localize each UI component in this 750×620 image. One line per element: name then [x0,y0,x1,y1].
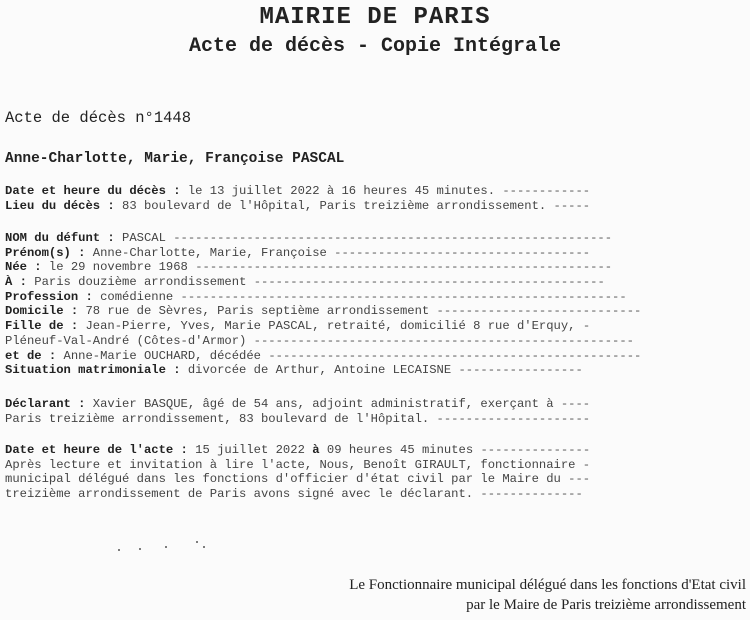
scan-speck [139,548,141,550]
identity-field: Pléneuf-Val-André (Côtes-d'Armor) ---------------------------------------------------- [5,333,634,348]
identity-field-label: À [5,275,13,290]
identity-field: Domicile : 78 rue de Sèvres, Paris septième arrondissement ---------------------------- [5,304,642,319]
declarant-line: Paris treizième arrondissement, 83 boulevard de l'Hôpital. --------------------- [5,411,591,426]
death-field: Date et heure du décès : le 13 juillet 2022 à 16 heures 45 minutes. ------------ [5,184,591,198]
identity-field: Née : le 29 novembre 1968 --------------------------------------------------------- [5,260,613,275]
scan-speck [196,541,198,543]
declarant-line-value: Xavier BASQUE, âgé de 54 ans, adjoint administratif, exerçant à [92,397,554,411]
closing-line-value: municipal délégué dans les fonctions d'officier d'état civil par le Maire du [5,472,561,487]
act-date-value: 15 juillet 2022 [195,443,305,457]
closing-line: Après lecture et invitation à lire l'acte, Nous, Benoît GIRAULT, fonctionnaire - [5,457,591,472]
identity-field: NOM du défunt : PASCAL ------------------------------------------------------------ [5,231,613,245]
death-field-value: le 13 juillet 2022 à 16 heures 45 minutes. [187,184,496,198]
identity-field-label: Situation matrimoniale [5,363,166,378]
identity-field: Prénom(s) : Anne-Charlotte, Marie, Françoise ----------------------------------- [5,245,591,260]
identity-field: Profession : comédienne ------------------------------------------------------------- [5,289,627,304]
identity-field-label: Profession [5,289,79,304]
identity-field-label: Née [5,260,27,275]
identity-field-value: comédienne [100,289,174,304]
closing-line-value: Après lecture et invitation à lire l'acte, Nous, Benoît GIRAULT, fonctionnaire [5,457,576,472]
identity-field-label: NOM du défunt [5,231,101,245]
scan-speck [118,549,120,551]
identity-field-label: Domicile [5,304,64,319]
identity-field: Situation matrimoniale : divorcée de Arthur, Antoine LECAISNE ----------------- [5,363,583,378]
act-date-line: Date et heure de l'acte : 15 juillet 2022 à 09 heures 45 minutes --------------- [5,443,591,457]
identity-field-value: PASCAL [122,231,166,245]
identity-field-label: Fille de [5,319,64,334]
identity-field-label: et de [5,348,42,363]
death-field-label: Date et heure du décès [5,184,166,198]
declarant-section [5,397,747,426]
closing-line: treizième arrondissement de Paris avons signé avec le déclarant. -------------- [5,487,583,502]
signature-block [349,575,746,615]
identity-field-value: Jean-Pierre, Yves, Marie PASCAL, retraité, domicilié 8 rue d'Erquy, [85,319,576,334]
signature-line-2: par le Maire de Paris treizième arrondissement [466,597,746,613]
death-info-section [5,184,747,213]
mairie-title: MAIRIE DE PARIS [259,4,491,31]
declarant-line-value: Paris treizième arrondissement, 83 boulevard de l'Hôpital. [5,411,430,426]
document-subtitle: Acte de décès - Copie Intégrale [188,35,562,58]
identity-field-label: Prénom(s) [5,245,71,260]
identity-field-value: Anne-Charlotte, Marie, Françoise [92,245,327,260]
act-number: Acte de décès n°1448 [5,109,192,127]
death-field: Lieu du décès : 83 boulevard de l'Hôpital, Paris treizième arrondissement. ----- [5,198,591,213]
identity-field-value: Pléneuf-Val-André (Côtes-d'Armor) [5,333,247,348]
declarant-line-label: Déclarant [5,397,71,411]
identity-section [5,231,747,378]
declarant-line: Déclarant : Xavier BASQUE, âgé de 54 ans, adjoint administratif, exerçant à ---- [5,397,591,411]
closing-line: municipal délégué dans les fonctions d'officier d'état civil par le Maire du --- [5,472,591,487]
death-field-label: Lieu du décès [5,198,101,213]
death-field-value: 83 boulevard de l'Hôpital, Paris treizième arrondissement. [122,198,547,213]
scan-speck [165,546,167,548]
identity-field-value: Paris douzième arrondissement [34,275,247,290]
act-date-section [5,443,747,502]
signature-line-1: Le Fonctionnaire municipal délégué dans les fonctions d'Etat civil [349,577,746,593]
identity-field: Fille de : Jean-Pierre, Yves, Marie PASCAL, retraité, domicilié 8 rue d'Erquy, - [5,319,591,334]
scan-speck [203,546,205,548]
deceased-full-name: Anne-Charlotte, Marie, Françoise PASCAL [5,151,345,167]
identity-field: et de : Anne-Marie OUCHARD, décédée --------------------------------------------------- [5,348,642,363]
identity-field-value: divorcée de Arthur, Antoine LECAISNE [187,363,452,378]
identity-field-value: le 29 novembre 1968 [48,260,188,275]
identity-field-value: Anne-Marie OUCHARD, décédée [63,348,262,363]
identity-field: À : Paris douzième arrondissement ------------------------------------------------ [5,275,605,290]
act-date-label: Date et heure de l'acte [5,443,174,457]
closing-line-value: treizième arrondissement de Paris avons signé avec le déclarant. [5,487,474,502]
identity-field-value: 78 rue de Sèvres, Paris septième arrondissement [85,304,430,319]
